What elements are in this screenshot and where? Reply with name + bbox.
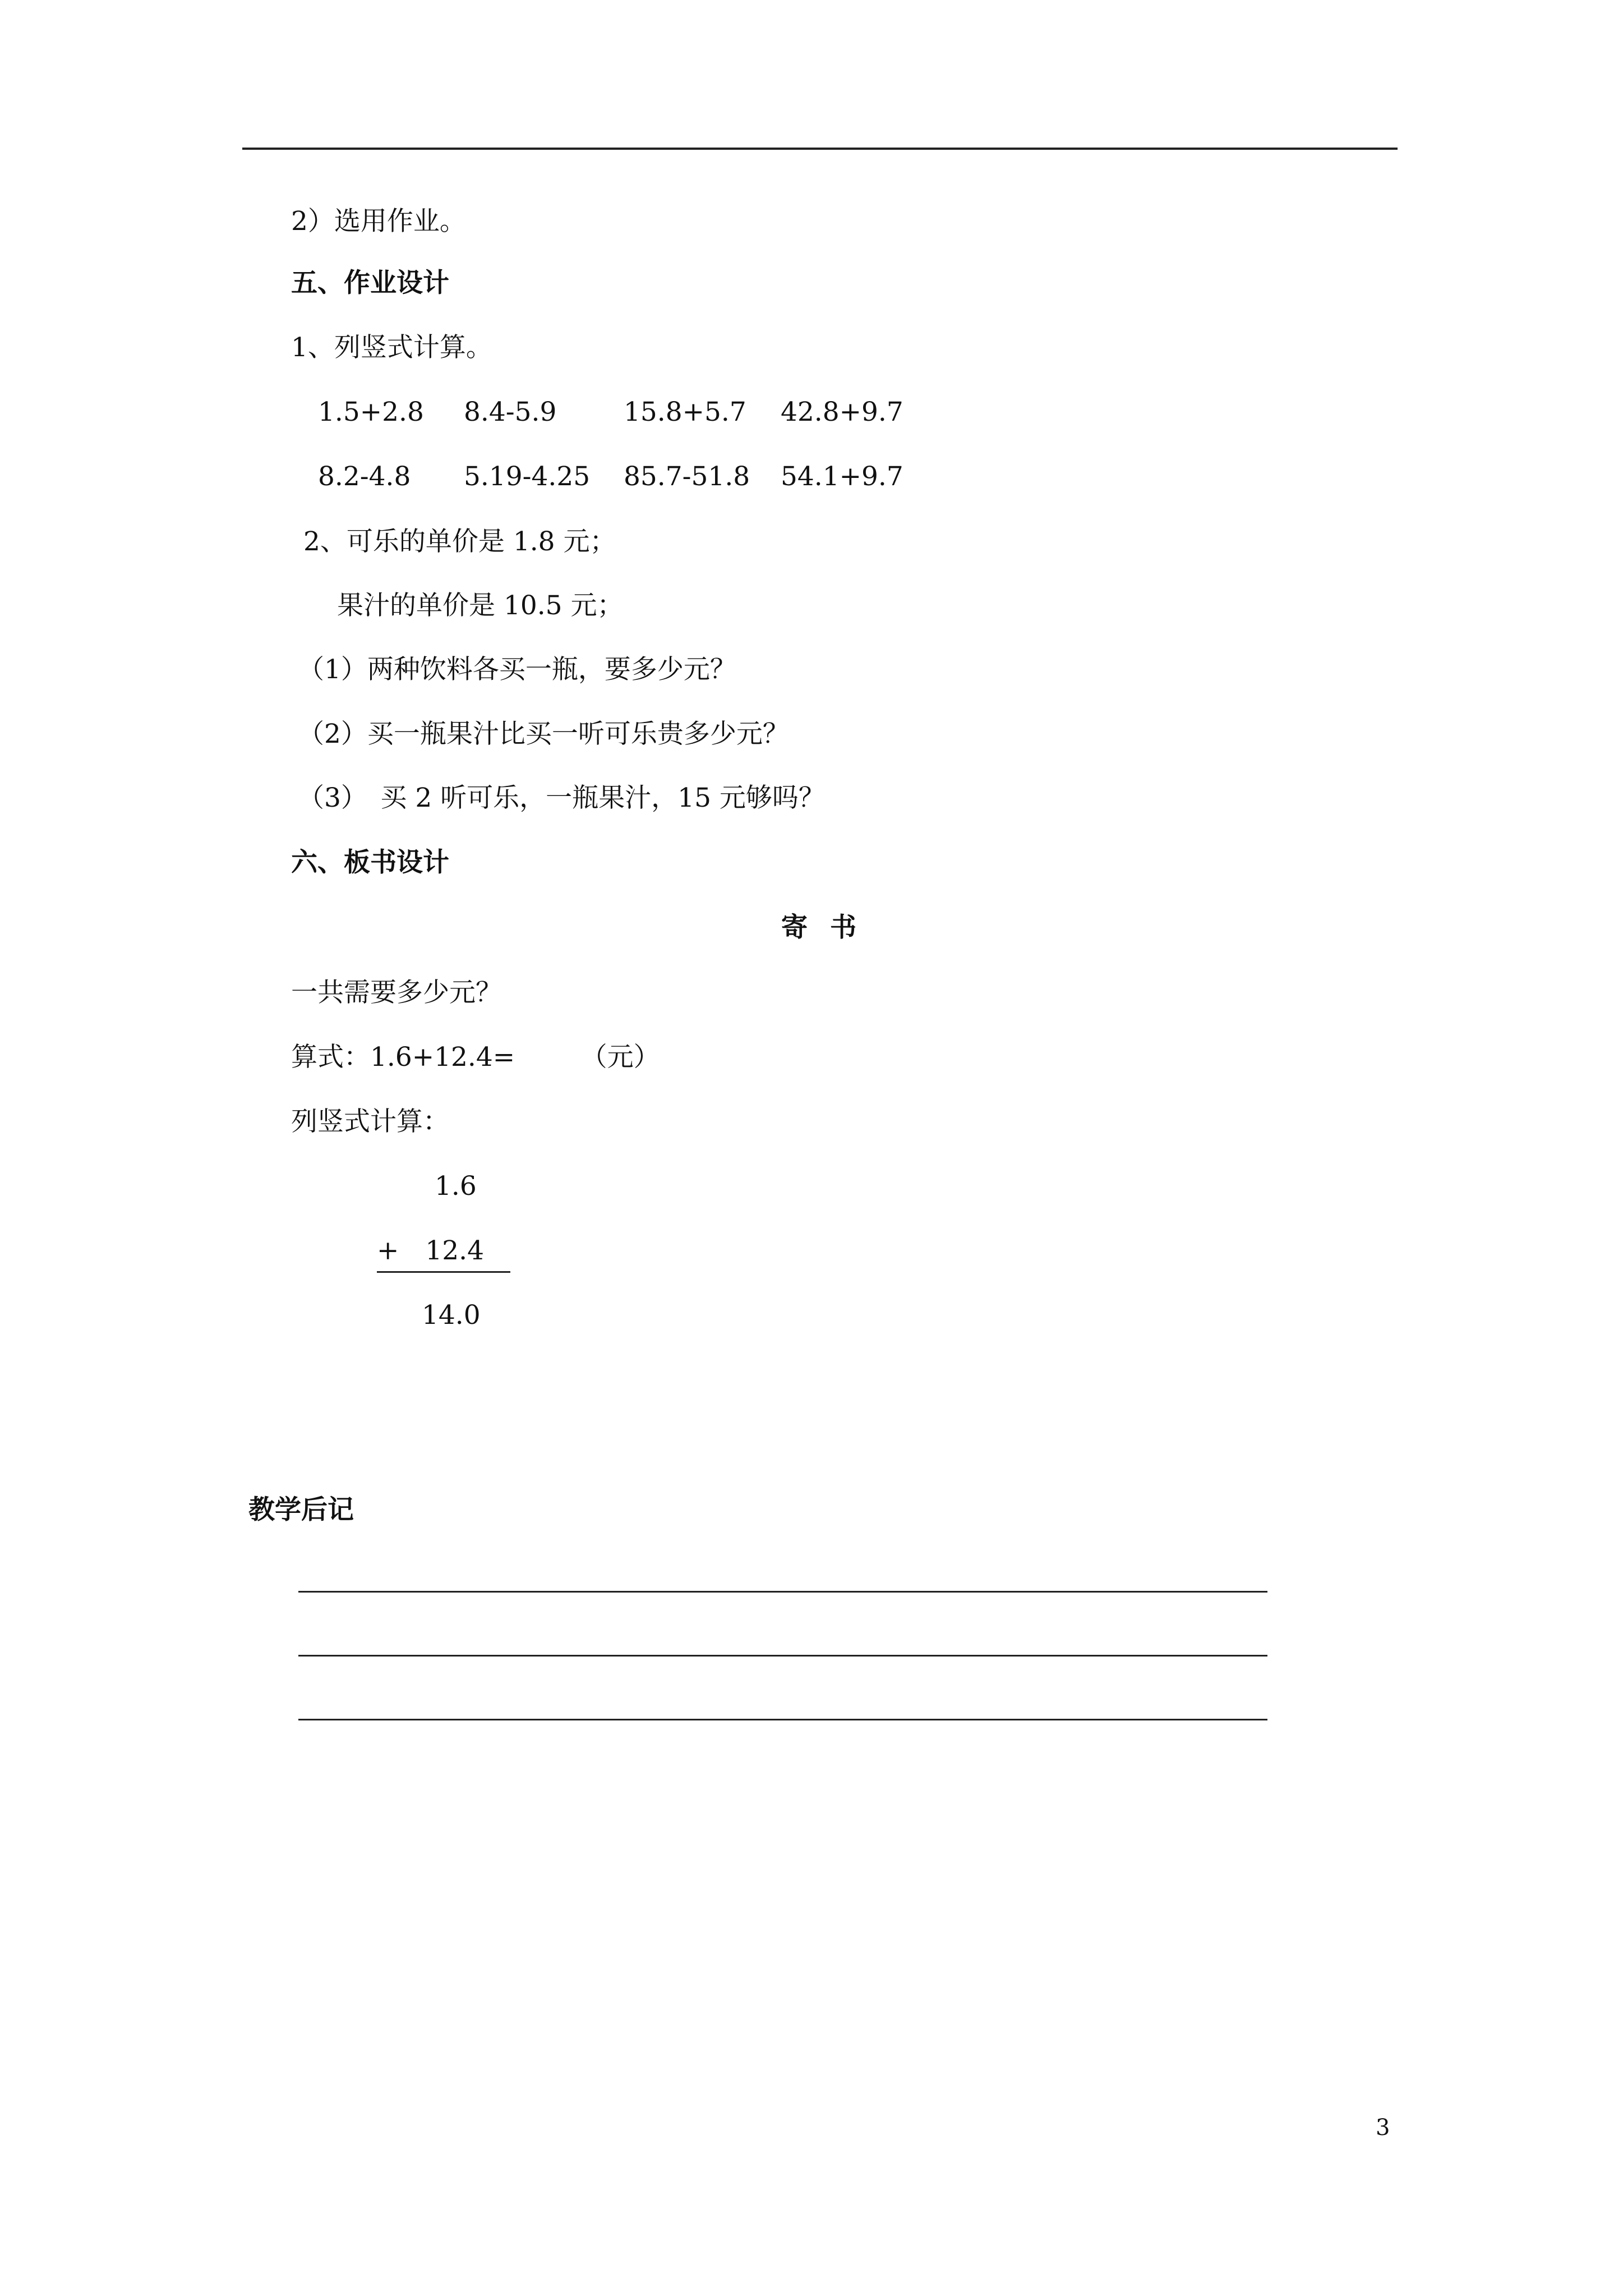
exercise-item: 5.19-4.25 [464, 461, 591, 492]
exercise2-label: 2、可乐的单价是 1.8 元； [303, 526, 616, 557]
question-2: （2）买一瓶果汁比买一听可乐贵多少元？ [298, 719, 789, 749]
reflection-blank-line-1 [298, 1591, 1267, 1593]
exercise-item: 8.4-5.9 [464, 397, 557, 427]
reflection-blank-line-3 [298, 1719, 1267, 1720]
board-question: 一共需要多少元？ [291, 977, 502, 1008]
board-title: 寄书 [781, 912, 879, 943]
optional-homework-text: 2）选用作业。 [291, 206, 466, 237]
exercise2-juice-price: 果汁的单价是 10.5 元； [337, 590, 624, 621]
exercise1-label: 1、列竖式计算。 [291, 332, 492, 363]
exercise1-row-2 [318, 460, 935, 494]
question-3: （3） 买 2 听可乐，一瓶果汁，15 元够吗？ [298, 783, 825, 813]
exercise-item: 42.8+9.7 [781, 397, 903, 427]
header-rule [242, 148, 1398, 150]
page-number: 3 [1376, 2115, 1390, 2141]
exercise-item: 15.8+5.7 [624, 397, 746, 427]
exercise1-row-1 [318, 395, 935, 429]
reflection-blank-line-2 [298, 1655, 1267, 1657]
vertical-calc-addend-2 [377, 1234, 510, 1273]
vertical-calc-label: 列竖式计算： [291, 1106, 449, 1137]
reflection-heading: 教学后记 [248, 1494, 354, 1525]
vertical-calc-addend-1: 1.6 [435, 1171, 477, 1202]
homework-heading: 五、作业设计 [291, 268, 449, 298]
exercise-item: 54.1+9.7 [781, 461, 903, 492]
exercise-item: 85.7-51.8 [624, 461, 750, 492]
exercise-item: 1.5+2.8 [318, 397, 424, 427]
board-heading: 六、板书设计 [291, 847, 449, 878]
exercise-item: 8.2-4.8 [318, 461, 411, 492]
vertical-calc-addend-2-text: + 12.4 [377, 1234, 510, 1273]
question-1: （1）两种饮料各买一瓶，要多少元？ [298, 654, 736, 685]
board-formula: 算式：1.6+12.4= （元） [291, 1042, 660, 1073]
vertical-calc-sum: 14.0 [422, 1300, 481, 1331]
